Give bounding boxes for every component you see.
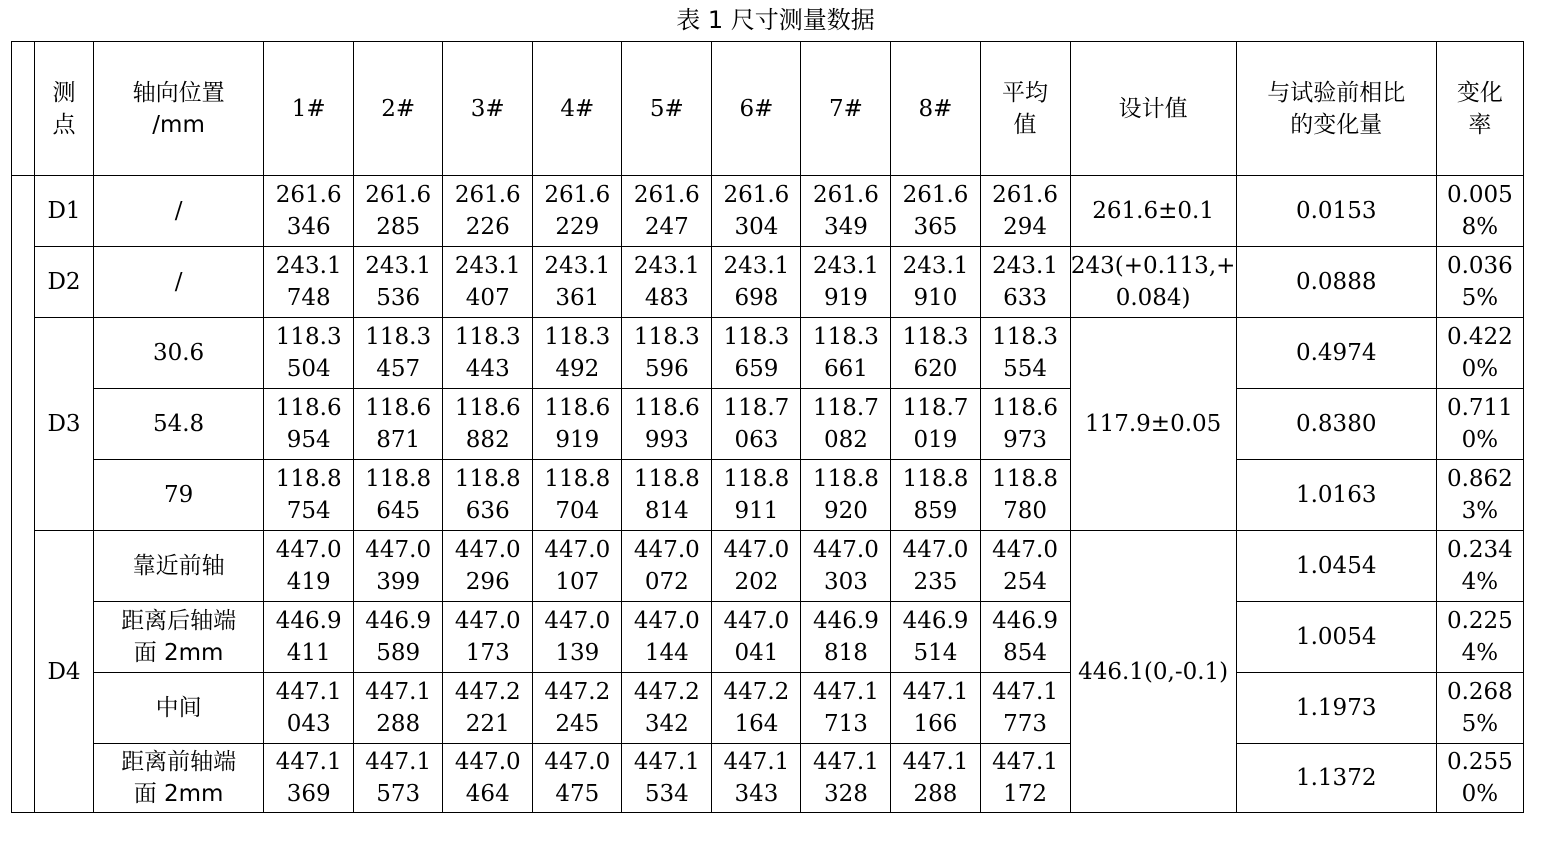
position-cell: 距离前轴端 面 2mm xyxy=(94,744,264,813)
header-row xyxy=(12,42,1524,176)
position-cell: 距离后轴端 面 2mm xyxy=(94,602,264,673)
header-design-value: 设计值 xyxy=(1070,42,1236,176)
value-cell: 118.7 063 xyxy=(712,389,801,460)
change-cell: 1.0054 xyxy=(1236,602,1436,673)
value-cell: 243.1 748 xyxy=(264,247,354,318)
value-cell: 447.2 164 xyxy=(712,673,801,744)
position-cell: 中间 xyxy=(94,673,264,744)
rate-cell: 0.862 3% xyxy=(1436,460,1523,531)
header-sample-2: 2# xyxy=(354,42,443,176)
value-cell: 447.0 139 xyxy=(533,602,622,673)
value-cell: 118.3 443 xyxy=(443,318,533,389)
value-cell: 118.8 911 xyxy=(712,460,801,531)
rate-cell: 0.225 4% xyxy=(1436,602,1523,673)
average-cell: 447.1 172 xyxy=(980,744,1070,813)
value-cell: 447.1 573 xyxy=(354,744,443,813)
design-cell: 446.1(0,-0.1) xyxy=(1070,531,1236,813)
table-body xyxy=(12,176,1524,813)
value-cell: 118.3 620 xyxy=(891,318,980,389)
average-cell: 118.3 554 xyxy=(980,318,1070,389)
value-cell: 447.0 419 xyxy=(264,531,354,602)
value-cell: 447.0 235 xyxy=(891,531,980,602)
value-cell: 447.0 464 xyxy=(443,744,533,813)
table-caption: 表 1 尺寸测量数据 xyxy=(676,6,875,34)
position-cell: 79 xyxy=(94,460,264,531)
header-rate: 变化 率 xyxy=(1436,42,1523,176)
rate-cell: 0.234 4% xyxy=(1436,531,1523,602)
value-cell: 447.1 534 xyxy=(622,744,712,813)
value-cell: 118.7 082 xyxy=(801,389,891,460)
position-cell: / xyxy=(94,247,264,318)
header-point: 测 点 xyxy=(35,42,94,176)
table-row xyxy=(12,744,1524,813)
value-cell: 447.0 202 xyxy=(712,531,801,602)
rate-cell: 0.255 0% xyxy=(1436,744,1523,813)
change-cell: 0.8380 xyxy=(1236,389,1436,460)
table-row xyxy=(12,247,1524,318)
position-cell: 30.6 xyxy=(94,318,264,389)
value-cell: 243.1 483 xyxy=(622,247,712,318)
change-cell: 0.0888 xyxy=(1236,247,1436,318)
value-cell: 118.7 019 xyxy=(891,389,980,460)
change-cell: 1.0163 xyxy=(1236,460,1436,531)
table-row xyxy=(12,176,1524,247)
value-cell: 261.6 365 xyxy=(891,176,980,247)
value-cell: 118.8 814 xyxy=(622,460,712,531)
value-cell: 447.0 475 xyxy=(533,744,622,813)
value-cell: 447.2 221 xyxy=(443,673,533,744)
average-cell: 118.6 973 xyxy=(980,389,1070,460)
header-average: 平均 值 xyxy=(980,42,1070,176)
point-cell: D2 xyxy=(35,247,94,318)
rate-cell: 0.711 0% xyxy=(1436,389,1523,460)
value-cell: 118.3 457 xyxy=(354,318,443,389)
value-cell: 447.0 399 xyxy=(354,531,443,602)
value-cell: 447.1 328 xyxy=(801,744,891,813)
average-cell: 447.0 254 xyxy=(980,531,1070,602)
value-cell: 447.1 343 xyxy=(712,744,801,813)
value-cell: 447.2 245 xyxy=(533,673,622,744)
header-sample-3: 3# xyxy=(443,42,533,176)
change-cell: 0.0153 xyxy=(1236,176,1436,247)
value-cell: 261.6 346 xyxy=(264,176,354,247)
header-blank-cell xyxy=(12,42,35,176)
value-cell: 118.6 954 xyxy=(264,389,354,460)
value-cell: 261.6 229 xyxy=(533,176,622,247)
rate-cell: 0.005 8% xyxy=(1436,176,1523,247)
value-cell: 243.1 536 xyxy=(354,247,443,318)
header-sample-4: 4# xyxy=(533,42,622,176)
value-cell: 447.0 072 xyxy=(622,531,712,602)
average-cell: 118.8 780 xyxy=(980,460,1070,531)
average-cell: 243.1 633 xyxy=(980,247,1070,318)
table-row xyxy=(12,673,1524,744)
point-cell: D3 xyxy=(35,318,94,531)
value-cell: 261.6 304 xyxy=(712,176,801,247)
value-cell: 447.1 288 xyxy=(891,744,980,813)
point-cell: D1 xyxy=(35,176,94,247)
value-cell: 447.2 342 xyxy=(622,673,712,744)
value-cell: 118.8 920 xyxy=(801,460,891,531)
design-cell: 117.9±0.05 xyxy=(1070,318,1236,531)
change-cell: 1.0454 xyxy=(1236,531,1436,602)
position-cell: 靠近前轴 xyxy=(94,531,264,602)
value-cell: 261.6 285 xyxy=(354,176,443,247)
value-cell: 118.8 754 xyxy=(264,460,354,531)
position-cell: 54.8 xyxy=(94,389,264,460)
design-cell: 261.6±0.1 xyxy=(1070,176,1236,247)
value-cell: 118.6 871 xyxy=(354,389,443,460)
change-cell: 0.4974 xyxy=(1236,318,1436,389)
point-cell: D4 xyxy=(35,531,94,813)
value-cell: 447.1 043 xyxy=(264,673,354,744)
header-sample-5: 5# xyxy=(622,42,712,176)
value-cell: 447.1 288 xyxy=(354,673,443,744)
value-cell: 447.0 107 xyxy=(533,531,622,602)
measurement-table xyxy=(11,41,1524,813)
value-cell: 261.6 247 xyxy=(622,176,712,247)
position-cell: / xyxy=(94,176,264,247)
value-cell: 447.0 041 xyxy=(712,602,801,673)
value-cell: 243.1 698 xyxy=(712,247,801,318)
table-row xyxy=(12,531,1524,602)
value-cell: 118.3 492 xyxy=(533,318,622,389)
value-cell: 447.1 369 xyxy=(264,744,354,813)
value-cell: 118.6 919 xyxy=(533,389,622,460)
value-cell: 118.6 993 xyxy=(622,389,712,460)
value-cell: 447.1 166 xyxy=(891,673,980,744)
average-cell: 446.9 854 xyxy=(980,602,1070,673)
rate-cell: 0.268 5% xyxy=(1436,673,1523,744)
value-cell: 118.8 636 xyxy=(443,460,533,531)
value-cell: 243.1 910 xyxy=(891,247,980,318)
rate-cell: 0.422 0% xyxy=(1436,318,1523,389)
table-row xyxy=(12,318,1524,389)
value-cell: 446.9 818 xyxy=(801,602,891,673)
value-cell: 118.3 504 xyxy=(264,318,354,389)
value-cell: 447.1 713 xyxy=(801,673,891,744)
header-sample-8: 8# xyxy=(891,42,980,176)
table-row xyxy=(12,389,1524,460)
header-sample-1: 1# xyxy=(264,42,354,176)
header-change: 与试验前相比 的变化量 xyxy=(1236,42,1436,176)
table-row xyxy=(12,602,1524,673)
value-cell: 243.1 361 xyxy=(533,247,622,318)
value-cell: 118.8 859 xyxy=(891,460,980,531)
average-cell: 447.1 773 xyxy=(980,673,1070,744)
value-cell: 118.8 704 xyxy=(533,460,622,531)
value-cell: 118.3 661 xyxy=(801,318,891,389)
header-sample-6: 6# xyxy=(712,42,801,176)
table-row xyxy=(12,460,1524,531)
change-cell: 1.1973 xyxy=(1236,673,1436,744)
value-cell: 446.9 514 xyxy=(891,602,980,673)
value-cell: 243.1 919 xyxy=(801,247,891,318)
value-cell: 447.0 173 xyxy=(443,602,533,673)
value-cell: 118.8 645 xyxy=(354,460,443,531)
average-cell: 261.6 294 xyxy=(980,176,1070,247)
design-cell: 243(+0.113,+ 0.084) xyxy=(1070,247,1236,318)
header-sample-7: 7# xyxy=(801,42,891,176)
value-cell: 446.9 411 xyxy=(264,602,354,673)
value-cell: 118.6 882 xyxy=(443,389,533,460)
value-cell: 261.6 349 xyxy=(801,176,891,247)
value-cell: 261.6 226 xyxy=(443,176,533,247)
value-cell: 447.0 303 xyxy=(801,531,891,602)
row-group-margin xyxy=(12,176,35,813)
header-position: 轴向位置 /mm xyxy=(94,42,264,176)
value-cell: 118.3 659 xyxy=(712,318,801,389)
value-cell: 447.0 144 xyxy=(622,602,712,673)
change-cell: 1.1372 xyxy=(1236,744,1436,813)
value-cell: 447.0 296 xyxy=(443,531,533,602)
value-cell: 118.3 596 xyxy=(622,318,712,389)
value-cell: 243.1 407 xyxy=(443,247,533,318)
value-cell: 446.9 589 xyxy=(354,602,443,673)
rate-cell: 0.036 5% xyxy=(1436,247,1523,318)
